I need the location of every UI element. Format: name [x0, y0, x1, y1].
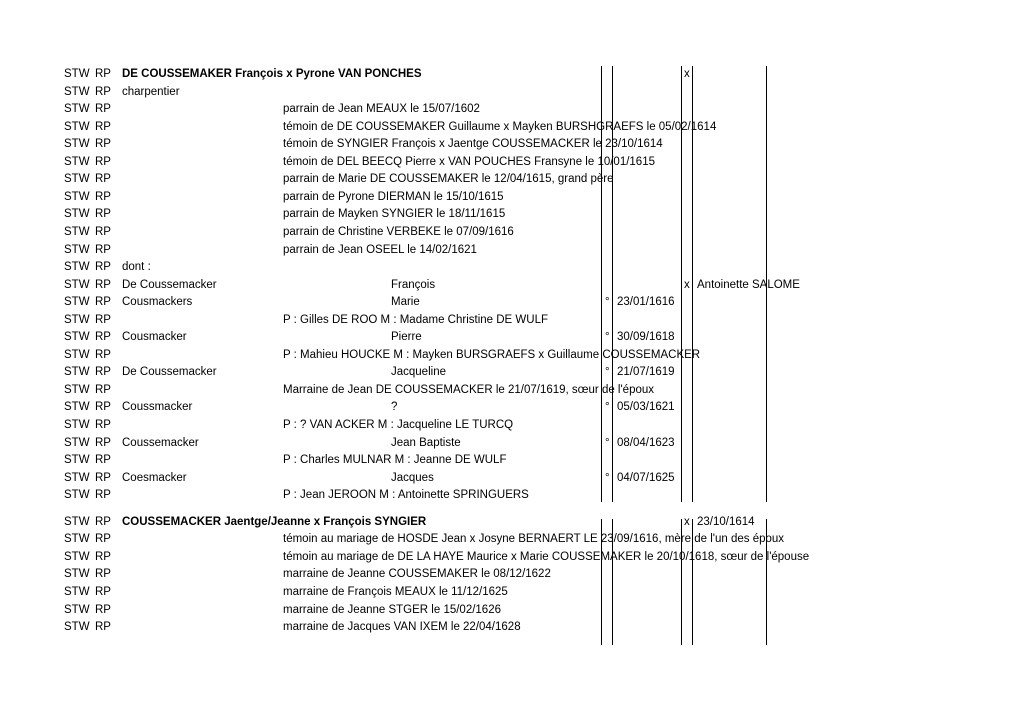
row-rp-label: RP	[95, 313, 111, 326]
row-stw-label: STW	[64, 68, 90, 80]
row-stw-label: STW	[64, 348, 90, 361]
row-stw-label: STW	[64, 550, 90, 563]
row-stw-label: STW	[64, 296, 90, 309]
row-name: DE COUSSEMAKER François x Pyrone VAN PONCHES	[122, 68, 422, 80]
row-name: Cousmackers	[122, 296, 193, 309]
table-row	[0, 136, 1024, 154]
row-text: Marraine de Jean DE COUSSEMACKER le 21/07/1619, sœur de l'époux	[283, 383, 655, 396]
table-row	[0, 171, 1024, 189]
row-text: P : ? VAN ACKER M : Jacqueline LE TURCQ	[283, 419, 514, 431]
row-stw-label: STW	[64, 243, 90, 256]
row-rp-label: RP	[95, 296, 111, 309]
row-name: Coussemacker	[122, 436, 199, 449]
table-row	[0, 206, 1024, 224]
table-row	[0, 101, 1024, 119]
row-name: Coesmacker	[122, 471, 187, 484]
row-rp-label: RP	[95, 155, 111, 168]
row-rp-label: RP	[95, 515, 111, 528]
row-text: parrain de Marie DE COUSSEMAKER le 12/04/1615, grand père	[283, 173, 614, 186]
row-first-name: Jean Baptiste	[391, 436, 461, 449]
row-first-name: Marie	[391, 296, 420, 309]
row-rp-label: RP	[95, 190, 111, 203]
table-row	[0, 487, 1024, 505]
row-name: dont :	[122, 261, 151, 274]
birth-date: 05/03/1621	[617, 401, 675, 414]
row-stw-label: STW	[64, 173, 90, 186]
row-text: témoin de DEL BEECQ Pierre x VAN POUCHES Fransyne le 10/01/1615	[283, 155, 655, 168]
birth-mark: °	[605, 296, 610, 309]
row-text: marraine de Jeanne COUSSEMAKER le 08/12/1622	[283, 568, 551, 581]
birth-date: 08/04/1623	[617, 436, 675, 449]
row-stw-label: STW	[64, 568, 90, 581]
table-row	[0, 382, 1024, 400]
table-row	[0, 584, 1024, 602]
row-rp-label: RP	[95, 331, 111, 344]
row-rp-label: RP	[95, 533, 111, 546]
table-row	[0, 66, 1024, 84]
marriage-info: 23/10/1614	[697, 515, 755, 528]
row-stw-label: STW	[64, 515, 90, 528]
table-row	[0, 312, 1024, 330]
table-row	[0, 602, 1024, 620]
marriage-mark: x	[684, 278, 690, 291]
row-rp-label: RP	[95, 225, 111, 238]
row-rp-label: RP	[95, 454, 111, 467]
birth-date: 30/09/1618	[617, 331, 675, 344]
table-row	[0, 154, 1024, 172]
row-text: marraine de Jacques VAN IXEM le 22/04/1628	[283, 621, 521, 634]
table-row	[0, 329, 1024, 347]
row-rp-label: RP	[95, 366, 111, 379]
row-stw-label: STW	[64, 190, 90, 203]
row-rp-label: RP	[95, 243, 111, 256]
table-row	[0, 277, 1024, 295]
row-stw-label: STW	[64, 313, 90, 326]
row-rp-label: RP	[95, 419, 111, 431]
table-row	[0, 531, 1024, 549]
row-stw-label: STW	[64, 489, 90, 502]
row-name: De Coussemacker	[122, 366, 217, 379]
row-stw-label: STW	[64, 471, 90, 484]
table-row	[0, 84, 1024, 102]
table-row	[0, 470, 1024, 488]
birth-mark: °	[605, 366, 610, 379]
row-stw-label: STW	[64, 85, 90, 98]
table-row	[0, 549, 1024, 567]
birth-date: 04/07/1625	[617, 471, 675, 484]
row-text: P : Mahieu HOUCKE M : Mayken BURSGRAEFS x Guillaume COUSSEMACKER	[283, 348, 701, 361]
row-rp-label: RP	[95, 173, 111, 186]
row-text: témoin au mariage de DE LA HAYE Maurice x Marie COUSSEMAKER le 20/10/1618, sœur de l'épouse	[283, 550, 810, 563]
row-stw-label: STW	[64, 155, 90, 168]
row-text: témoin de SYNGIER François x Jaentge COUSSEMACKER le 23/10/1614	[283, 138, 663, 151]
row-first-name: Jacques	[391, 471, 434, 484]
row-rp-label: RP	[95, 621, 111, 634]
row-first-name: François	[391, 278, 436, 291]
table-row	[0, 259, 1024, 277]
row-stw-label: STW	[64, 401, 90, 414]
row-rp-label: RP	[95, 401, 111, 414]
row-text: P : Jean JEROON M : Antoinette SPRINGUERS	[283, 489, 529, 502]
row-rp-label: RP	[95, 103, 111, 116]
row-name: COUSSEMACKER Jaentge/Jeanne x François SYNGIER	[122, 515, 427, 528]
row-text: parrain de Jean OSEEL le 14/02/1621	[283, 243, 477, 256]
table-row	[0, 399, 1024, 417]
row-rp-label: RP	[95, 603, 111, 616]
row-stw-label: STW	[64, 454, 90, 467]
table-row	[0, 347, 1024, 365]
row-name: De Coussemacker	[122, 278, 217, 291]
row-rp-label: RP	[95, 489, 111, 502]
birth-mark: °	[605, 436, 610, 449]
row-rp-label: RP	[95, 383, 111, 396]
row-text: P : Charles MULNAR M : Jeanne DE WULF	[283, 454, 507, 467]
row-stw-label: STW	[64, 103, 90, 116]
row-rp-label: RP	[95, 471, 111, 484]
row-stw-label: STW	[64, 585, 90, 598]
row-stw-label: STW	[64, 366, 90, 379]
table-row	[0, 566, 1024, 584]
row-name: Coussmacker	[122, 401, 193, 414]
table-row	[0, 294, 1024, 312]
table-row	[0, 224, 1024, 242]
row-first-name: ?	[391, 401, 398, 414]
row-text: parrain de Mayken SYNGIER le 18/11/1615	[283, 208, 506, 221]
table-row	[0, 514, 1024, 532]
table-row	[0, 242, 1024, 260]
row-rp-label: RP	[95, 261, 111, 274]
row-rp-label: RP	[95, 68, 111, 80]
row-rp-label: RP	[95, 278, 111, 291]
birth-date: 23/01/1616	[617, 296, 675, 309]
row-rp-label: RP	[95, 568, 111, 581]
row-text: parrain de Jean MEAUX le 15/07/1602	[283, 103, 480, 116]
row-stw-label: STW	[64, 331, 90, 344]
row-text: parrain de Pyrone DIERMAN le 15/10/1615	[283, 190, 504, 203]
row-text: témoin de DE COUSSEMAKER Guillaume x Mayken BURSHGRAEFS le 05/02/1614	[283, 120, 717, 133]
row-rp-label: RP	[95, 208, 111, 221]
table-row	[0, 119, 1024, 137]
row-stw-label: STW	[64, 419, 90, 431]
row-stw-label: STW	[64, 138, 90, 151]
row-stw-label: STW	[64, 621, 90, 634]
table-row	[0, 189, 1024, 207]
row-rp-label: RP	[95, 550, 111, 563]
birth-date: 21/07/1619	[617, 366, 675, 379]
marriage-info: Antoinette SALOME	[697, 278, 800, 291]
table-row	[0, 452, 1024, 470]
table-row	[0, 619, 1024, 637]
row-stw-label: STW	[64, 383, 90, 396]
row-stw-label: STW	[64, 436, 90, 449]
row-rp-label: RP	[95, 348, 111, 361]
row-rp-label: RP	[95, 138, 111, 151]
row-rp-label: RP	[95, 120, 111, 133]
row-text: témoin au mariage de HOSDE Jean x Josyne BERNAERT LE 23/09/1616, mère de l'un des époux	[283, 533, 785, 546]
row-stw-label: STW	[64, 120, 90, 133]
row-text: marraine de Jeanne STGER le 15/02/1626	[283, 603, 501, 616]
row-stw-label: STW	[64, 208, 90, 221]
row-stw-label: STW	[64, 603, 90, 616]
marriage-mark: x	[684, 68, 690, 80]
row-rp-label: RP	[95, 436, 111, 449]
birth-mark: °	[605, 471, 610, 484]
row-first-name: Jacqueline	[391, 366, 446, 379]
table-row	[0, 417, 1024, 435]
row-text: P : Gilles DE ROO M : Madame Christine DE WULF	[283, 313, 548, 326]
row-stw-label: STW	[64, 533, 90, 546]
marriage-mark: x	[684, 515, 690, 528]
row-stw-label: STW	[64, 278, 90, 291]
row-rp-label: RP	[95, 585, 111, 598]
table-row	[0, 364, 1024, 382]
row-rp-label: RP	[95, 85, 111, 98]
table-row	[0, 435, 1024, 453]
row-first-name: Pierre	[391, 331, 422, 344]
row-name: charpentier	[122, 85, 180, 98]
row-text: marraine de François MEAUX le 11/12/1625	[283, 585, 508, 598]
row-stw-label: STW	[64, 225, 90, 238]
row-stw-label: STW	[64, 261, 90, 274]
birth-mark: °	[605, 331, 610, 344]
birth-mark: °	[605, 401, 610, 414]
row-text: parrain de Christine VERBEKE le 07/09/1616	[283, 225, 514, 238]
row-name: Cousmacker	[122, 331, 187, 344]
